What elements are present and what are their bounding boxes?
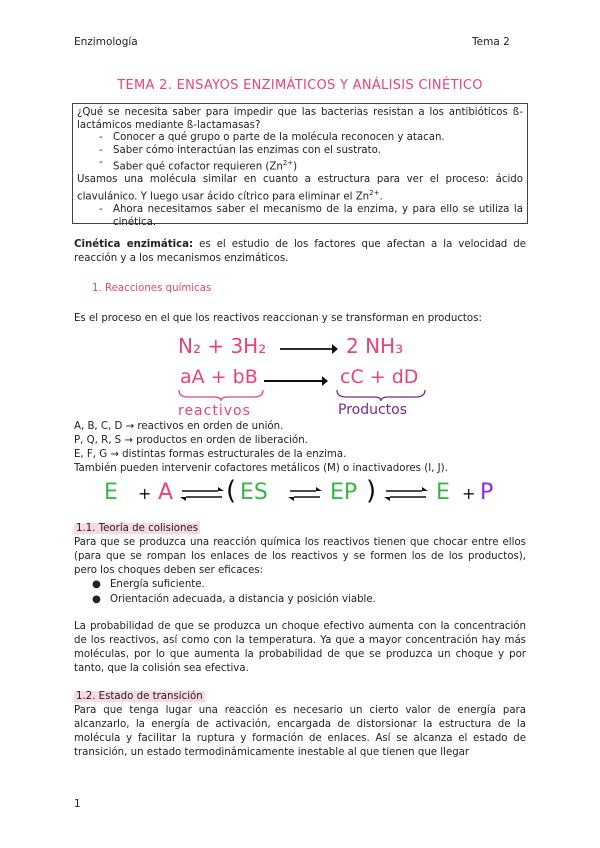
def-line: También pueden intervenir cofactores metálicos (M) o inactivadores (I, J). — [74, 463, 448, 474]
mech-ES: ES — [240, 480, 268, 505]
equilibrium-arrow-icon — [288, 486, 322, 502]
cinetica-definition — [74, 238, 526, 266]
zn-charge-2: 2+ — [369, 188, 380, 197]
mech-plus: + — [138, 484, 152, 503]
box-p2-text: Usamos una molécula similar en cuanto a estructura para ver el proceso: ácido clavulánico. Y luego usar ácido cítrico para eliminar el Zn — [77, 174, 523, 203]
section-1-2-title: 1.2. Estado de transición — [76, 691, 203, 702]
box-paragraph — [77, 174, 523, 204]
section-1-2-text: Para que tenga lugar una reacción es necesario un cierto valor de energía para alcanzarlo, la energía de activación, encargada de distorsionar la estructura de la molécula y facilitar la ruptura y formación de enlaces. Así se alcanza el estado de transición, un estado termodinámicamente inestable al que tienen que llegar — [74, 705, 526, 758]
bullet-item — [92, 578, 205, 592]
box-item: - Conocer a qué grupo o parte de la molécula reconocen y atacan. — [99, 132, 523, 145]
reaction-2-right: cC + dD — [340, 366, 419, 388]
cinetica-term: Cinética enzimática: — [74, 239, 194, 250]
def-line: A, B, C, D → reactivos en orden de unión. — [74, 421, 284, 432]
arrow-icon — [262, 374, 328, 388]
box-item: - Ahora necesitamos saber el mecanismo de la enzima, y para ello se utiliza la cinética. — [99, 204, 523, 229]
mech-E2: E — [436, 480, 450, 505]
reaction-intro: Es el proceso en el que los reactivos reaccionan y se transforman en productos: — [74, 313, 482, 324]
section-1-1-title: 1.1. Teoría de colisiones — [76, 523, 199, 534]
section-1-2-heading — [74, 690, 526, 704]
bullet-icon: ● — [92, 594, 101, 605]
reaction-2-left: aA + bB — [180, 366, 258, 388]
box-question: ¿Qué se necesita saber para impedir que las bacterias resistan a los antibióticos ß-lactámicos mediante ß-lactamasas? — [77, 107, 523, 131]
mech-plus-2: + — [462, 484, 476, 503]
reactivos-label: reactivos — [178, 403, 251, 419]
section-1-1-paragraph: La probabilidad de que se produzca un choque efectivo aumenta con la concentración de los reactivos, así como con la temperatura. Ya que a mayor concentración hay más moléculas, por lo que aumenta la probabilidad de que se produzca un choque y por tanto, que la colisión sea efectiva. — [74, 621, 526, 674]
mech-paren-close: ) — [366, 476, 377, 506]
page-title: TEMA 2. ENSAYOS ENZIMÁTICOS Y ANÁLISIS CINÉTICO — [117, 78, 483, 93]
box-item: - Saber cómo interactúan las enzimas con el sustrato. — [99, 145, 523, 158]
intro-box — [72, 103, 528, 228]
equilibrium-arrow-icon — [180, 486, 224, 502]
bullet-text: Energía suficiente. — [110, 579, 205, 590]
definitions — [74, 420, 526, 476]
zn-charge: 2+ — [282, 159, 294, 168]
equilibrium-arrow-icon — [384, 486, 428, 502]
mech-EP: EP — [330, 480, 358, 505]
productos-label: Productos — [338, 402, 408, 418]
arrow-icon — [278, 342, 338, 356]
box-item — [99, 157, 523, 174]
box-p2-end: . — [379, 191, 383, 203]
brace-right-icon — [334, 388, 428, 402]
box-item-text: Saber qué cofactor requieren (Zn — [113, 161, 283, 173]
brace-left-icon — [176, 388, 266, 402]
box-item-close: ) — [293, 161, 298, 173]
mech-E: E — [104, 480, 118, 505]
header-left: Enzimología — [74, 36, 138, 48]
def-line: P, Q, R, S → productos en orden de liberación. — [74, 435, 308, 446]
reaction-1-right: 2 NH₃ — [346, 334, 404, 358]
header-right: Tema 2 — [472, 36, 510, 48]
box-list-2 — [77, 204, 523, 229]
bullet-item — [92, 593, 376, 607]
mech-A: A — [158, 480, 174, 505]
bullet-icon: ● — [92, 579, 101, 590]
cinetica-text: es el estudio de los factores que afectan a la velocidad de reacción y a los mecanismos enzimáticos. — [74, 239, 526, 264]
mech-P: P — [480, 480, 494, 505]
def-line: E, F, G → distintas formas estructurales de la enzima. — [74, 449, 347, 460]
section-1-1-heading — [74, 522, 526, 536]
box-list-1 — [77, 132, 523, 174]
bullet-text: Orientación adecuada, a distancia y posición viable. — [110, 594, 376, 605]
page-number: 1 — [74, 798, 81, 810]
mech-paren-open: ( — [226, 476, 237, 506]
reaction-1-left: N₂ + 3H₂ — [178, 334, 267, 358]
section-1-1-text: Para que se produzca una reacción química los reactivos tienen que chocar entre ellos (para que se rompan los enlaces de los reactivos y se formen los de los productos), pero los choques deben ser eficaces: — [74, 537, 526, 576]
section-1-heading: 1. Reacciones químicas — [92, 283, 212, 294]
